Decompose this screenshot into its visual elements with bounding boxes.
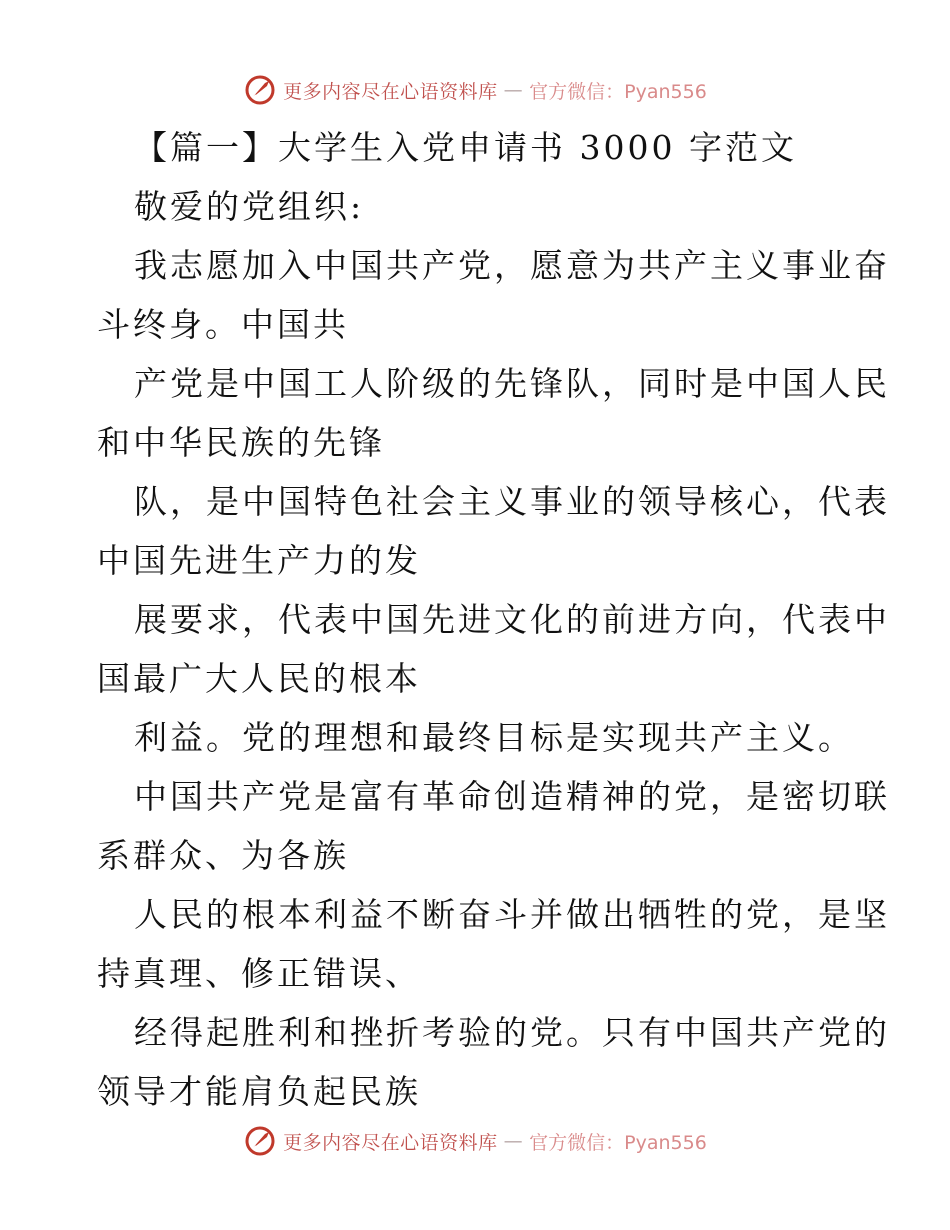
salutation: 敬爱的党组织: bbox=[134, 187, 365, 226]
paragraph-line: 系群众、为各族 bbox=[97, 836, 349, 875]
paragraph-line: 和中华民族的先锋 bbox=[97, 423, 385, 462]
paragraph-line: 持真理、修正错误、 bbox=[97, 954, 421, 993]
paragraph-line: 国最广大人民的根本 bbox=[97, 659, 421, 698]
paragraph-line: 我志愿加入中国共产党，愿意为共产主义事业奋 bbox=[134, 246, 890, 285]
paragraph-line: 利益。党的理想和最终目标是实现共产主义。 bbox=[134, 718, 854, 757]
paragraph-line: 中国共产党是富有革命创造精神的党，是密切联 bbox=[134, 777, 890, 816]
header-banner-separator: — bbox=[503, 79, 524, 101]
footer-banner-text: 更多内容尽在心语资料库 bbox=[283, 1131, 498, 1154]
paragraph-line: 中国先进生产力的发 bbox=[97, 541, 421, 580]
paragraph-line: 经得起胜利和挫折考验的党。只有中国共产党的 bbox=[134, 1013, 890, 1052]
paragraph-line: 斗终身。中国共 bbox=[97, 305, 349, 344]
header-banner bbox=[0, 70, 950, 110]
footer-banner-wechat: 官方微信：Pyan556 bbox=[529, 1131, 707, 1154]
paragraph-line: 领导才能肩负起民族 bbox=[97, 1072, 421, 1111]
paragraph-line: 人民的根本利益不断奋斗并做出牺牲的党，是坚 bbox=[134, 895, 890, 934]
paragraph-line: 产党是中国工人阶级的先锋队，同时是中国人民 bbox=[134, 364, 890, 403]
footer-banner bbox=[0, 1121, 950, 1161]
header-banner-wechat: 官方微信：Pyan556 bbox=[529, 80, 707, 103]
paragraph-line: 队，是中国特色社会主义事业的领导核心，代表 bbox=[134, 482, 890, 521]
feather-logo-icon bbox=[243, 73, 277, 107]
header-banner-text: 更多内容尽在心语资料库 bbox=[283, 80, 498, 103]
document-body bbox=[97, 118, 890, 1121]
paragraph-line: 展要求，代表中国先进文化的前进方向，代表中 bbox=[134, 600, 890, 639]
feather-logo-icon bbox=[243, 1124, 277, 1158]
document-title: 【篇一】大学生入党申请书 3000 字范文 bbox=[134, 128, 797, 167]
footer-banner-separator: — bbox=[503, 1130, 524, 1152]
